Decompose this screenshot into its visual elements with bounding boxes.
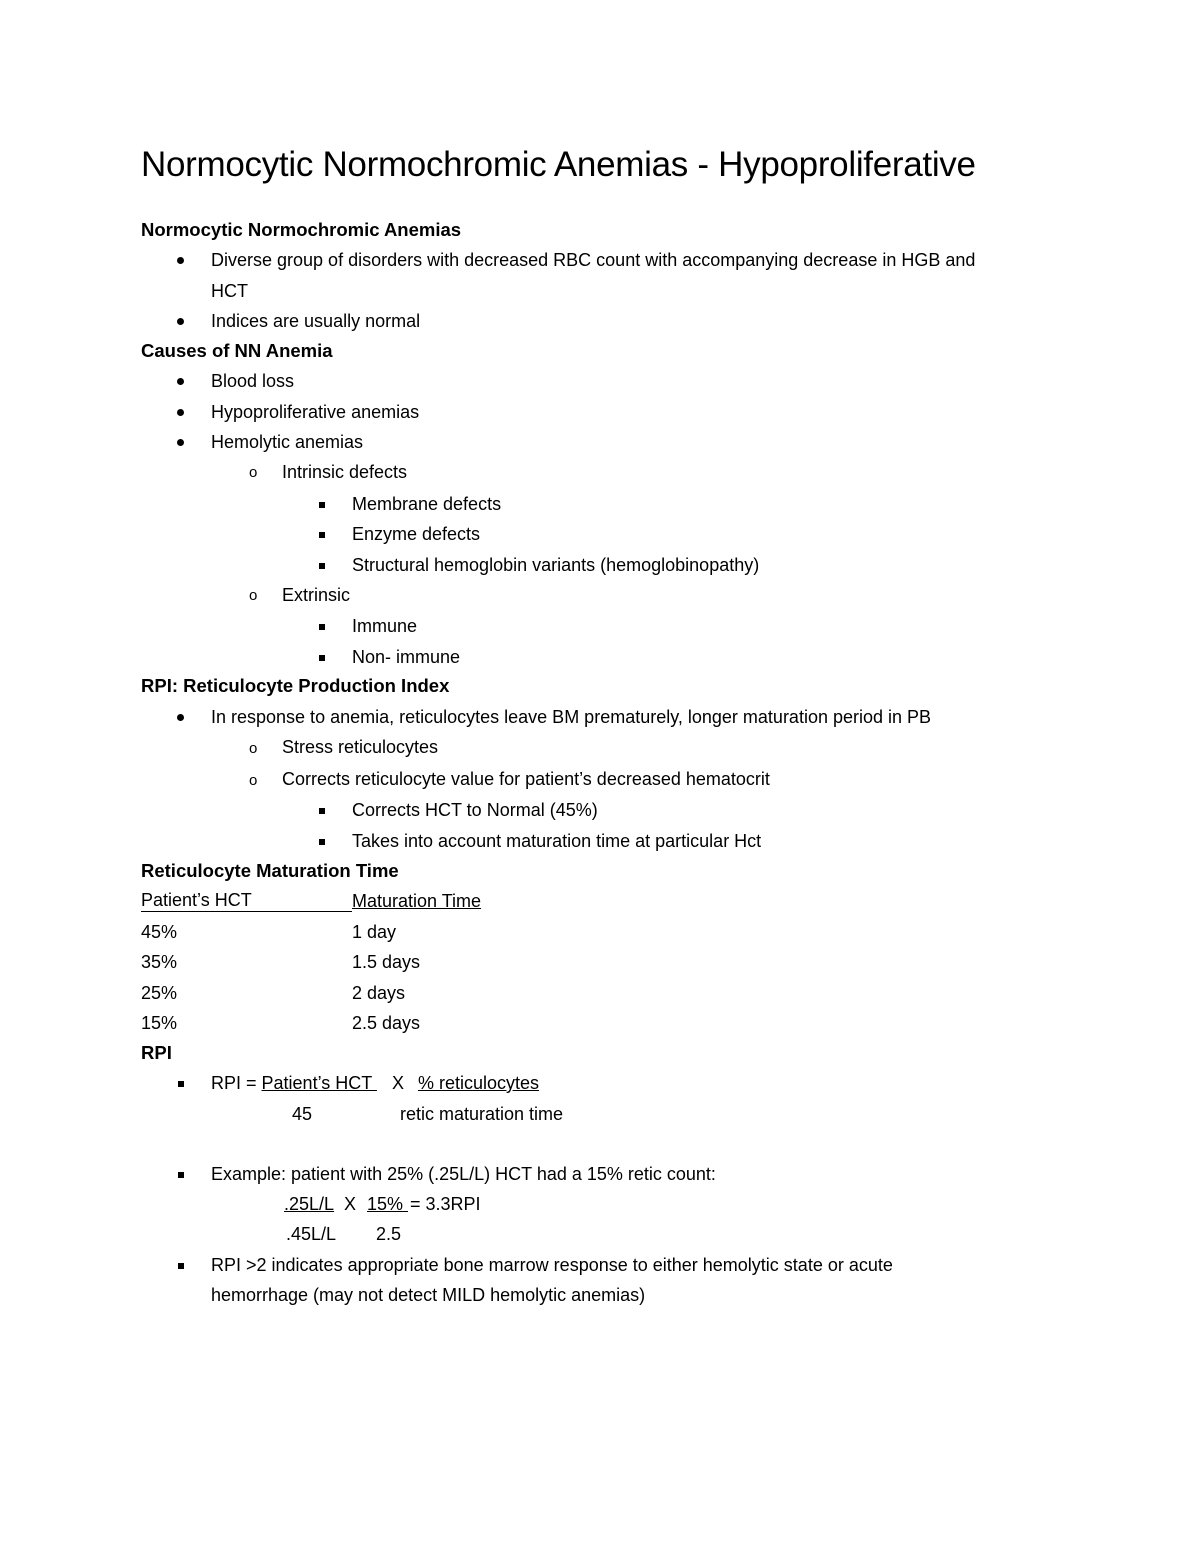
note-line: RPI >2 indicates appropriate bone marrow response to either hemolytic state or acute: [211, 1255, 893, 1275]
formula-numerator-retic: % reticulocytes: [418, 1073, 540, 1093]
sub-list-item: Extrinsic: [282, 585, 351, 605]
sub-list-item: Intrinsic defects: [282, 462, 408, 482]
list-item: Indices are usually normal: [211, 311, 421, 331]
bullet-square: [178, 1263, 184, 1269]
table-cell-time: 1.5 days: [352, 952, 421, 972]
bullet-square: [319, 532, 325, 538]
bullet-dot: [177, 257, 184, 264]
sub-sub-list-item: Membrane defects: [352, 494, 502, 514]
sub-sub-list-item: Takes into account maturation time at particular Hct: [352, 831, 762, 851]
sub-sub-list-item: Enzyme defects: [352, 524, 481, 544]
sub-bullet-circle: o: [249, 740, 258, 757]
table-cell-hct: 15%: [141, 1013, 178, 1033]
formula-denominator-maturation: retic maturation time: [400, 1104, 564, 1124]
example-line: Example: patient with 25% (.25L/L) HCT had a 15% retic count:: [211, 1164, 716, 1184]
bullet-square: [178, 1081, 184, 1087]
sub-sub-list-item: Immune: [352, 616, 418, 636]
sub-bullet-circle: o: [249, 464, 258, 481]
table-cell-time: 2 days: [352, 983, 406, 1003]
bullet-dot: [177, 439, 184, 446]
bullet-dot: [177, 318, 184, 325]
sub-sub-list-item: Structural hemoglobin variants (hemoglobinopathy): [352, 555, 760, 575]
section-heading-maturation: Reticulocyte Maturation Time: [141, 860, 399, 881]
list-item: Diverse group of disorders with decreased RBC count with accompanying decrease in HGB and: [211, 250, 976, 270]
bullet-dot: [177, 409, 184, 416]
list-item: Hemolytic anemias: [211, 432, 364, 452]
bullet-square: [319, 808, 325, 814]
page-title: Normocytic Normochromic Anemias - Hypoproliferative: [141, 145, 976, 184]
bullet-dot: [177, 378, 184, 385]
bullet-square: [319, 655, 325, 661]
formula-times: X: [392, 1073, 405, 1093]
example-times: X: [344, 1194, 357, 1214]
example-numerator-hct: .25L/L: [284, 1194, 335, 1214]
bullet-square: [319, 624, 325, 630]
section-heading-rpi-index: RPI: Reticulocyte Production Index: [141, 675, 450, 696]
formula-numerator-hct: Patient’s HCT: [261, 1073, 377, 1093]
bullet-square: [319, 839, 325, 845]
sub-bullet-circle: o: [249, 587, 258, 604]
bullet-square: [319, 502, 325, 508]
section-heading-causes: Causes of NN Anemia: [141, 340, 333, 361]
table-cell-time: 1 day: [352, 922, 397, 942]
formula-denominator-45: 45: [292, 1104, 313, 1124]
formula-line: [211, 1072, 377, 1094]
sub-sub-list-item: Corrects HCT to Normal (45%): [352, 800, 598, 820]
list-item: Blood loss: [211, 371, 295, 391]
list-item: In response to anemia, reticulocytes leave BM prematurely, longer maturation period in PB: [211, 707, 932, 727]
sub-sub-list-item: Non- immune: [352, 647, 461, 667]
table-header-time: Maturation Time: [352, 891, 482, 911]
section-heading-rpi: RPI: [141, 1042, 172, 1063]
table-header-hct: Patient’s HCT: [141, 890, 352, 912]
bullet-dot: [177, 714, 184, 721]
list-item: Hypoproliferative anemias: [211, 402, 420, 422]
section-heading-nn-anemias: Normocytic Normochromic Anemias: [141, 219, 462, 240]
example-numerator-retic: 15%: [367, 1194, 409, 1214]
table-cell-hct: 25%: [141, 983, 178, 1003]
sub-list-item: Corrects reticulocyte value for patient’s decreased hematocrit: [282, 769, 770, 789]
note-line-continuation: hemorrhage (may not detect MILD hemolytic anemias): [211, 1285, 646, 1305]
sub-list-item: Stress reticulocytes: [282, 737, 439, 757]
example-result: = 3.3RPI: [410, 1194, 481, 1214]
table-cell-hct: 45%: [141, 922, 178, 942]
bullet-square: [178, 1172, 184, 1178]
example-denominator-hct: .45L/L: [286, 1224, 337, 1244]
table-cell-time: 2.5 days: [352, 1013, 421, 1033]
list-item-continuation: HCT: [211, 281, 248, 301]
table-cell-hct: 35%: [141, 952, 178, 972]
bullet-square: [319, 563, 325, 569]
example-denominator-maturation: 2.5: [376, 1224, 402, 1244]
formula-prefix: RPI =: [211, 1073, 262, 1093]
sub-bullet-circle: o: [249, 772, 258, 789]
